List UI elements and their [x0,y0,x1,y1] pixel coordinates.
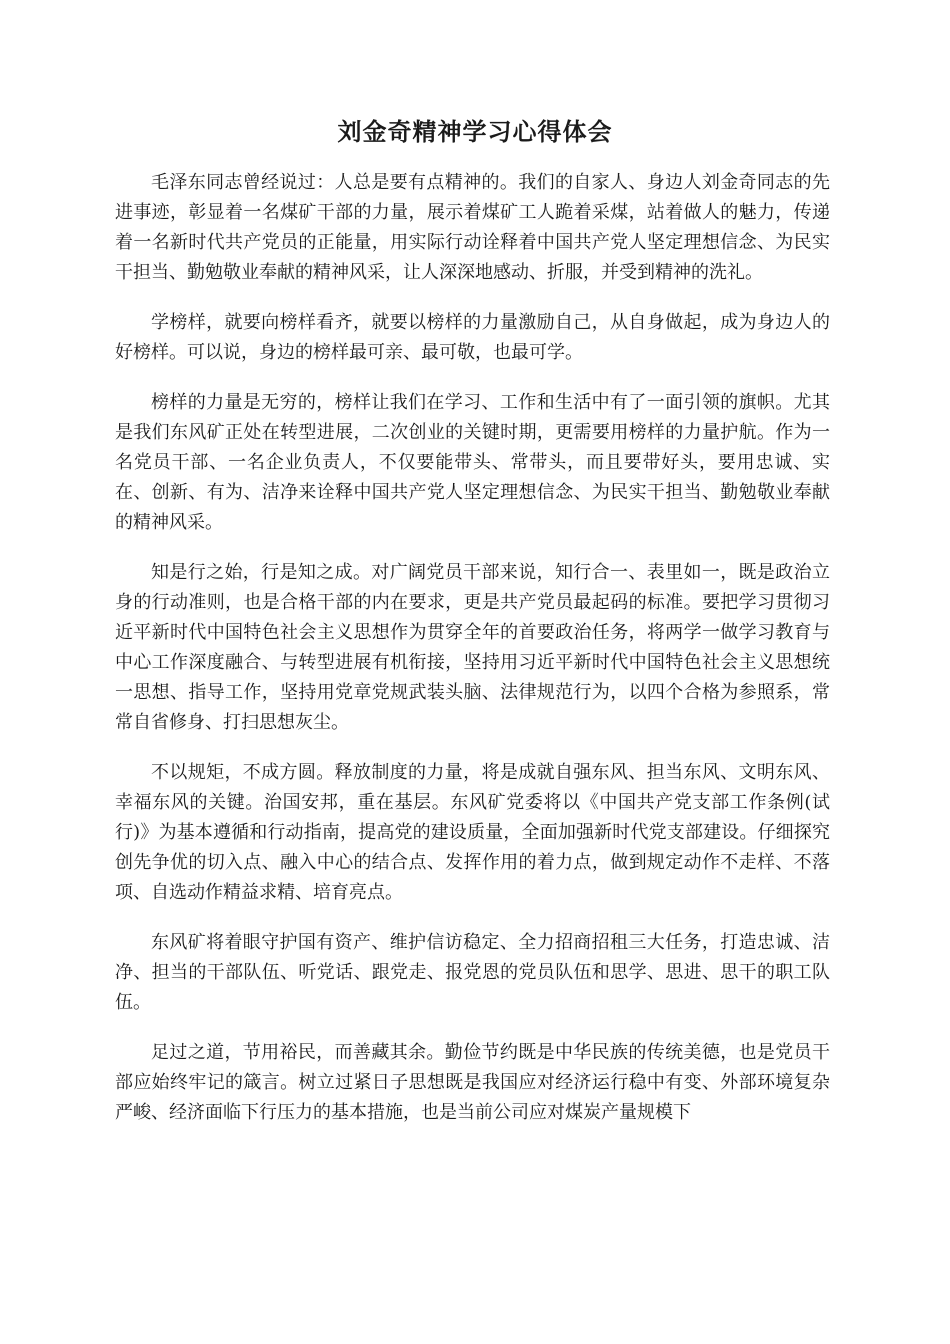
paragraph-7: 足过之道，节用裕民，而善藏其余。勤俭节约既是中华民族的传统美德，也是党员干部应始终牢记的箴言。树立过紧日子思想既是我国应对经济运行稳中有变、外部环境复杂严峻、经济面临下行压力的基本措施，也是当前公司应对煤炭产量规模下 [115,1042,830,1123]
paragraph-3: 榜样的力量是无穷的，榜样让我们在学习、工作和生活中有了一面引领的旗帜。尤其是我们东风矿正处在转型进展，二次创业的关键时期，更需要用榜样的力量护航。作为一名党员干部、一名企业负责人，不仅要能带头、常带头，而且要带好头，要用忠诚、实在、创新、有为、洁净来诠释中国共产党人坚定理想信念、为民实干担当、勤勉敬业奉献的精神风采。 [115,392,830,533]
document-body [115,168,830,1148]
paragraph-6: 东风矿将着眼守护国有资产、维护信访稳定、全力招商招租三大任务，打造忠诚、洁净、担当的干部队伍、听党话、跟党走、报党恩的党员队伍和思学、思进、思干的职工队伍。 [115,932,830,1013]
paragraph-4: 知是行之始，行是知之成。对广阔党员干部来说，知行合一、表里如一，既是政治立身的行动准则，也是合格干部的内在要求，更是共产党员最起码的标准。要把学习贯彻习近平新时代中国特色社会主义思想作为贯穿全年的首要政治任务，将两学一做学习教育与中心工作深度融合、与转型进展有机衔接，坚持用习近平新时代中国特色社会主义思想统一思想、指导工作，坚持用党章党规武装头脑、法律规范行为，以四个合格为参照系，常常自省修身、打扫思想灰尘。 [115,562,830,733]
paragraph-2: 学榜样，就要向榜样看齐，就要以榜样的力量激励自己，从自身做起，成为身边人的好榜样。可以说，身边的榜样最可亲、最可敬，也最可学。 [115,312,830,363]
document-title: 刘金奇精神学习心得体会 [337,117,613,146]
paragraph-1: 毛泽东同志曾经说过：人总是要有点精神的。我们的自家人、身边人刘金奇同志的先进事迹，彰显着一名煤矿干部的力量，展示着煤矿工人跪着采煤，站着做人的魅力，传递着一名新时代共产党员的正能量，用实际行动诠释着中国共产党人坚定理想信念、为民实干担当、勤勉敬业奉献的精神风采，让人深深地感动、折服，并受到精神的洗礼。 [115,172,830,283]
paragraph-5: 不以规矩，不成方圆。释放制度的力量，将是成就自强东风、担当东风、文明东风、幸福东风的关键。治国安邦，重在基层。东风矿党委将以《中国共产党支部工作条例(试行)》为基本遵循和行动指南，提高党的建设质量，全面加强新时代党支部建设。仔细探究创先争优的切入点、融入中心的结合点、发挥作用的着力点，做到规定动作不走样、不落项、自选动作精益求精、培育亮点。 [115,762,830,903]
